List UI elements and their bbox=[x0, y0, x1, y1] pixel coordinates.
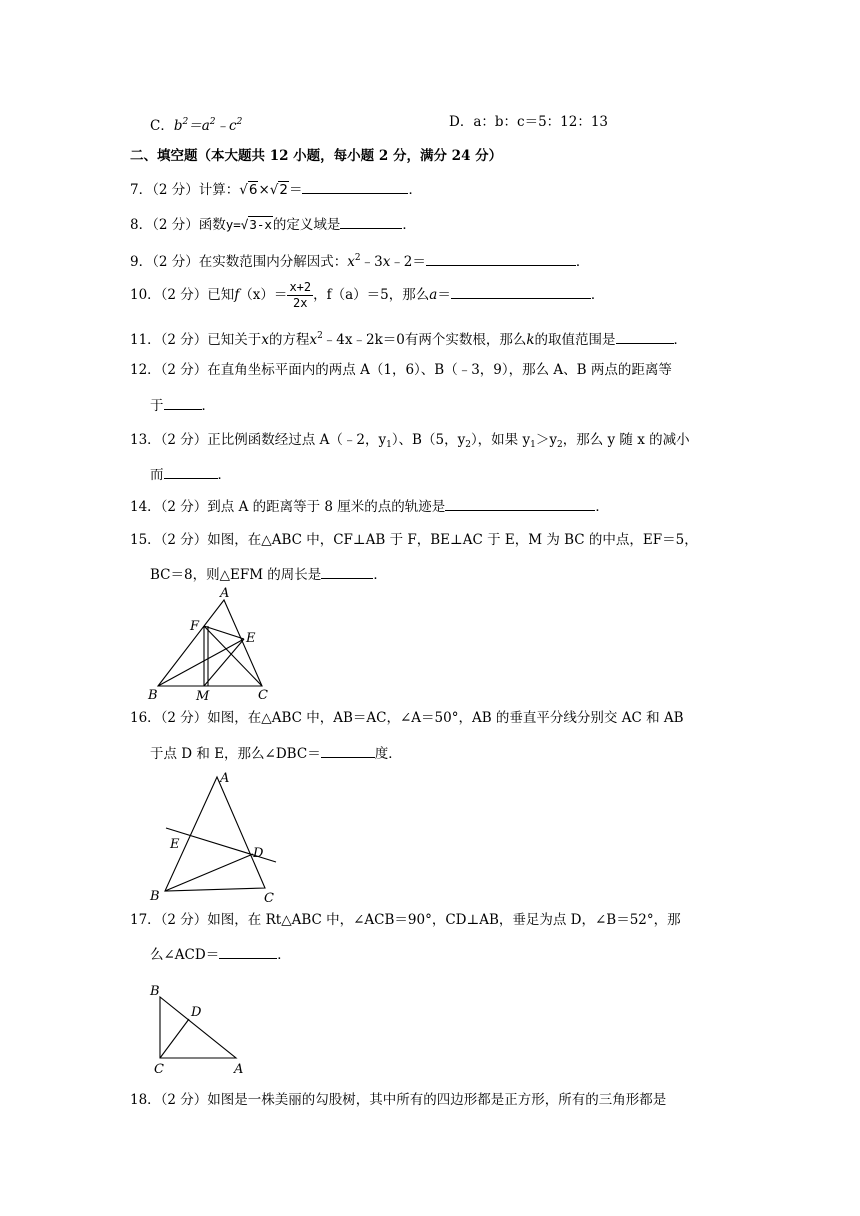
answer-blank-17[interactable] bbox=[219, 944, 277, 959]
question-10: 10．（2 分）已知f（x）＝ $\frac{x+2}{2x}$ ，f（a）＝5，那么a＝ ． bbox=[130, 280, 605, 310]
fraction: $\frac{x+2}{2x}$ bbox=[289, 280, 312, 310]
figure-17 bbox=[140, 978, 260, 1078]
label-m: M bbox=[196, 689, 210, 704]
sqrt-3-x: √3-x bbox=[240, 217, 272, 232]
section-title: 二、填空题（本大题共 12 小题，每小题 2 分，满分 24 分） bbox=[130, 148, 503, 164]
option-c-formula: $b^2=a^2﹣c^2$ bbox=[173, 117, 243, 134]
label-e: E bbox=[170, 837, 180, 852]
question-16-line2: 于点 D 和 E，那么∠DBC＝ 度． bbox=[150, 743, 402, 764]
label-a: A bbox=[234, 1062, 244, 1077]
label-f: F bbox=[190, 619, 200, 634]
sqrt-2: √2 bbox=[269, 182, 288, 198]
answer-blank-16[interactable] bbox=[321, 743, 375, 758]
segment-be bbox=[158, 639, 244, 686]
question-14: 14．（2 分）到点 A 的距离等于 8 厘米的点的轨迹是 ． bbox=[130, 496, 609, 517]
segment-cd bbox=[160, 1019, 189, 1058]
figure-15 bbox=[140, 582, 290, 707]
label-a: A bbox=[220, 771, 230, 786]
answer-blank-13[interactable] bbox=[164, 464, 218, 479]
question-15-line2: BC＝8，则△EFM 的周长是 ． bbox=[150, 564, 387, 585]
question-12-line2: 于 ． bbox=[150, 395, 215, 416]
label-b: B bbox=[150, 984, 160, 999]
segment-bd bbox=[165, 854, 253, 891]
answer-blank-9[interactable] bbox=[426, 251, 576, 266]
label-c: C bbox=[154, 1062, 164, 1077]
label-c: C bbox=[264, 891, 274, 904]
answer-blank-12[interactable] bbox=[164, 395, 202, 410]
question-13-line1: 13．（2 分）正比例函数经过点 A（﹣2，$y_1$）、B（5，$y_2$），如果 $y_1>y_2$，那么 y 随 x 的减小 bbox=[130, 432, 690, 450]
question-13-line2: 而 ． bbox=[150, 464, 231, 485]
question-8: 8．（2 分）函数y=√3-x的定义域是 ． bbox=[130, 214, 416, 235]
label-d: D bbox=[191, 1005, 202, 1020]
question-11: 11．（2 分）已知关于x的方程$x^2﹣4x﹣2k=0$有两个实数根，那么k的取值范围是 ． bbox=[130, 331, 688, 348]
triangle-abc bbox=[165, 777, 265, 891]
label-e: E bbox=[246, 631, 256, 646]
figure-16 bbox=[140, 768, 290, 904]
question-12-line1: 12．（2 分）在直角坐标平面内的两点 A（1，6）、B（﹣3，9），那么 A、B 两点的距离等 bbox=[130, 362, 672, 378]
question-17-line1: 17．（2 分）如图，在 Rt△ABC 中，∠ACB＝90°，CD⊥AB，垂足为点 D，∠B＝52°，那 bbox=[130, 912, 681, 928]
option-c: C．$b^2=a^2﹣c^2$ bbox=[150, 117, 243, 134]
answer-blank-7[interactable] bbox=[302, 179, 408, 194]
answer-blank-8[interactable] bbox=[340, 214, 402, 229]
question-15-line1: 15．（2 分）如图，在△ABC 中，CF⊥AB 于 F，BE⊥AC 于 E，M 为 BC 的中点，EF＝5， bbox=[130, 532, 698, 548]
option-d: D．a：b：c＝5：12：13 bbox=[449, 114, 609, 130]
question-17-line2: 么∠ACD＝ ． bbox=[150, 944, 291, 965]
label-d: D bbox=[253, 846, 264, 861]
answer-blank-10[interactable] bbox=[451, 284, 591, 299]
question-18-line1: 18．（2 分）如图是一株美丽的勾股树，其中所有的四边形都是正方形，所有的三角形都是 bbox=[130, 1092, 667, 1108]
sqrt-6: √6 bbox=[239, 182, 258, 198]
label-b: B bbox=[150, 889, 160, 904]
question-9: 9．（2 分）在实数范围内分解因式：$x^2﹣3x﹣2=$ ． bbox=[130, 253, 590, 270]
label-a: A bbox=[220, 586, 230, 601]
label-b: B bbox=[148, 688, 158, 703]
answer-blank-15[interactable] bbox=[321, 564, 373, 579]
answer-blank-14[interactable] bbox=[445, 496, 595, 511]
question-16-line1: 16．（2 分）如图，在△ABC 中，AB＝AC，∠A＝50°，AB 的垂直平分线分别交 AC 和 AB bbox=[130, 710, 684, 726]
question-7: 7．（2 分）计算：√6×√2＝ ． bbox=[130, 179, 422, 200]
label-c: C bbox=[258, 688, 268, 703]
answer-blank-11[interactable] bbox=[616, 329, 674, 344]
